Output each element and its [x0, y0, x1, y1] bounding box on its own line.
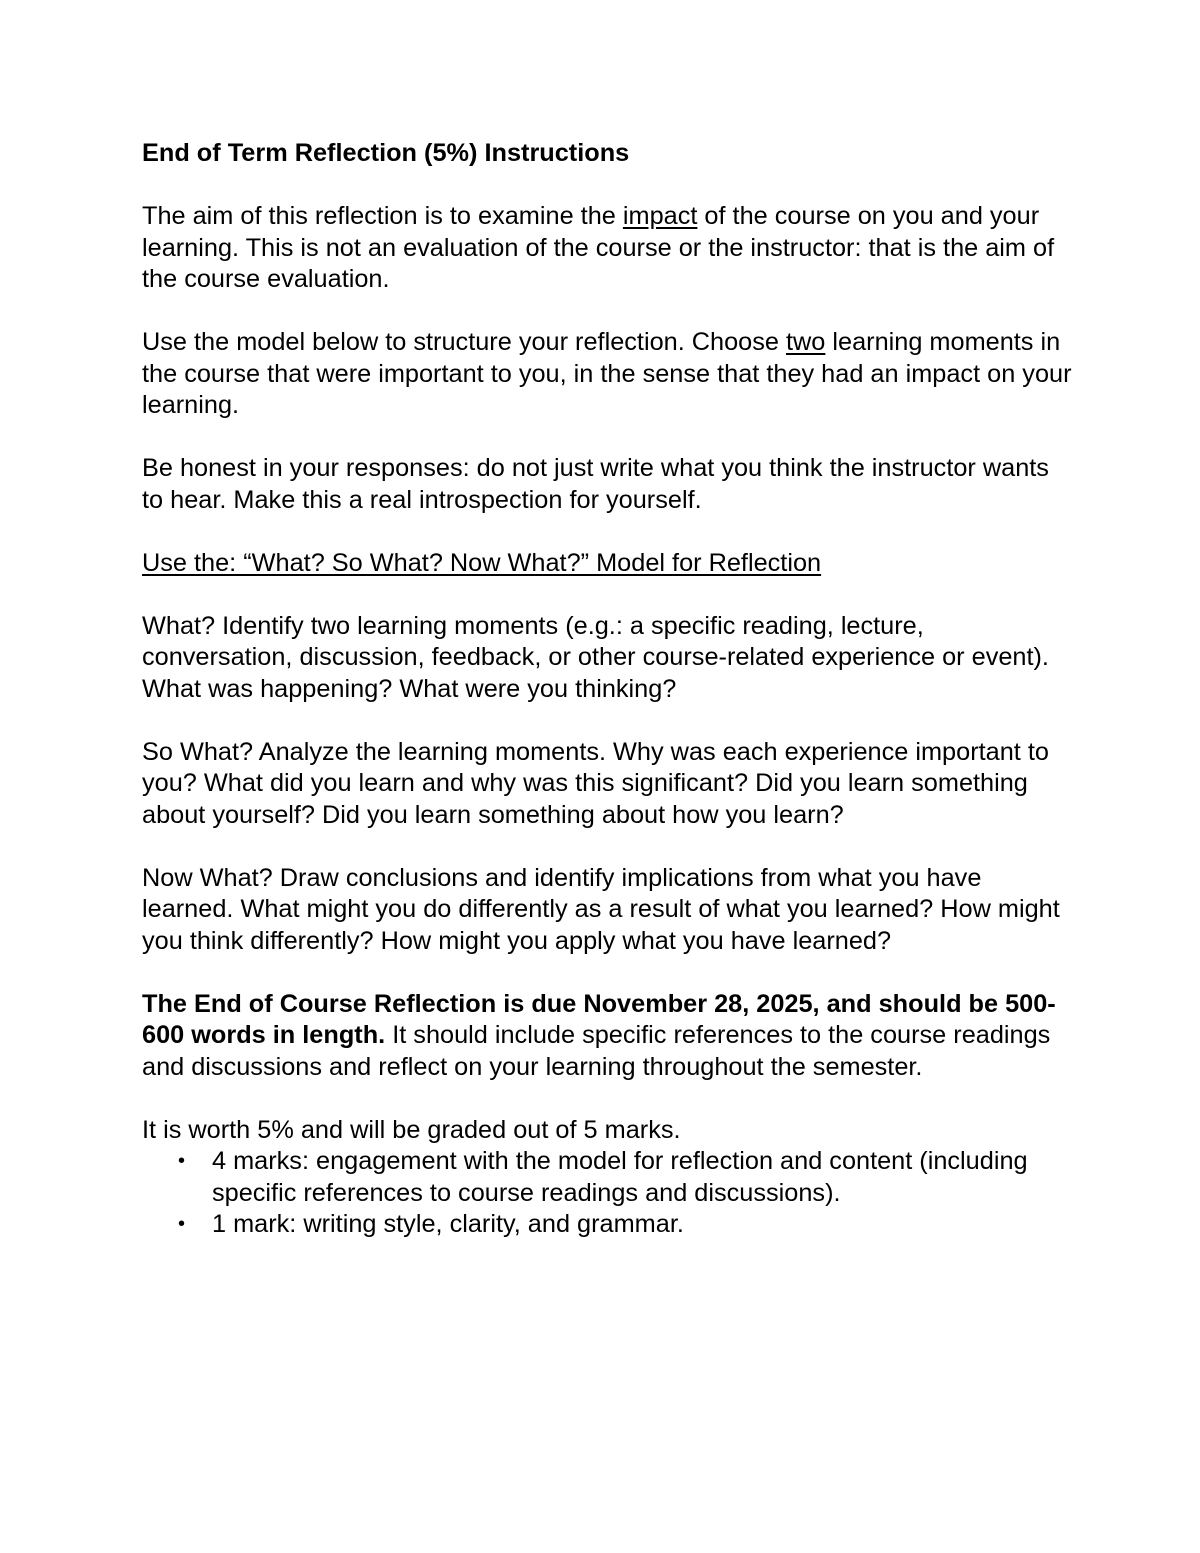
model-usage-paragraph	[142, 327, 1072, 422]
model-usage-text-end: learning moments in the course that were important to you, in the sense that they had an impact on your learning.	[142, 328, 1072, 419]
grading-list	[142, 1146, 1072, 1241]
grading-item-text: 4 marks: engagement with the model for reflection and content (including specific references to course readings and discussions).	[212, 1147, 1028, 1207]
due-date-paragraph	[142, 989, 1072, 1084]
document-page	[142, 138, 1072, 1241]
grading-intro: It is worth 5% and will be graded out of 5 marks.	[142, 1115, 681, 1144]
so-what-paragraph: So What? Analyze the learning moments. Why was each experience important to you? What did you learn and why was this significant? Did you learn something about yourself? Did you learn something about how you learn?	[142, 737, 1049, 829]
document-title: End of Term Reflection (5%) Instructions	[142, 139, 630, 167]
model-heading: Use the: “What? So What? Now What?” Model for Reflection	[142, 548, 822, 577]
two-underlined: two	[785, 328, 826, 356]
aim-text-end: of the course on you and your learning. This is not an evaluation of the course or the instructor: that is the aim of the course evaluation.	[142, 202, 1055, 293]
what-paragraph: What? Identify two learning moments (e.g.: a specific reading, lecture, conversation, discussion, feedback, or other course-related experience or event). What was happening? What were you thinking?	[142, 611, 1049, 703]
bullet-icon: •	[178, 1213, 186, 1235]
model-usage-text-start: Use the model below to structure your reflection. Choose	[142, 328, 786, 356]
list-item	[142, 1146, 1072, 1209]
aim-text-start: The aim of this reflection is to examine the	[142, 202, 623, 230]
due-date-details: It should include specific references to the course readings and discussions and reflect on your learning throughout the semester.	[142, 1021, 1051, 1081]
grading-item-text: 1 mark: writing style, clarity, and grammar.	[212, 1210, 684, 1238]
list-item	[142, 1209, 1072, 1241]
impact-underlined: impact	[622, 202, 698, 230]
bullet-icon: •	[178, 1150, 186, 1172]
aim-paragraph	[142, 201, 1072, 296]
honesty-paragraph: Be honest in your responses: do not just write what you think the instructor wants to hear. Make this a real introspection for yourself.	[142, 454, 1049, 514]
now-what-paragraph: Now What? Draw conclusions and identify implications from what you have learned. What might you do differently as a result of what you learned? How might you think differently? How might you apply what you have learned?	[142, 863, 1060, 955]
due-date-bold: The End of Course Reflection is due November 28, 2025, and should be 500-600 words in length.	[142, 989, 1056, 1049]
